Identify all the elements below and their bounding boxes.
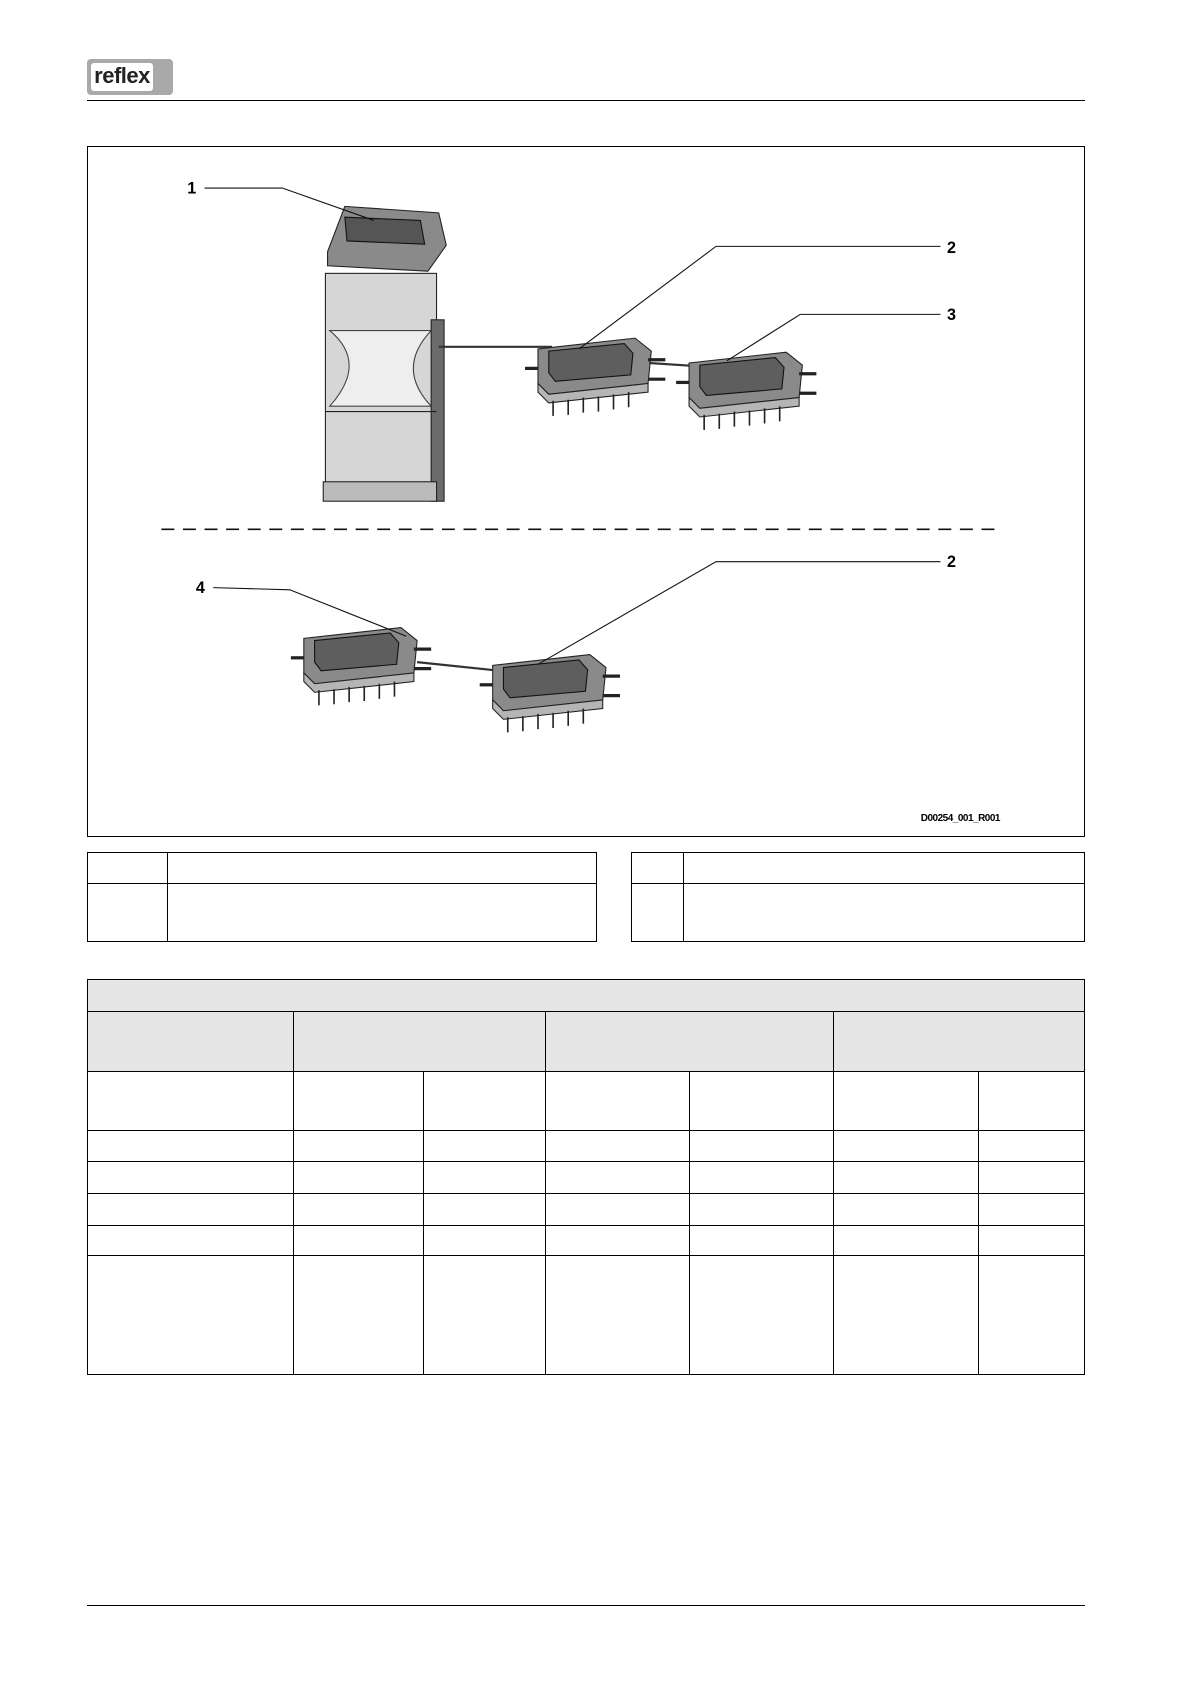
- system-diagram: [87, 146, 1085, 837]
- legend-cell: [88, 884, 168, 942]
- table-row: [88, 1131, 1085, 1162]
- callout-3: 3: [946, 305, 956, 324]
- main-table: [87, 979, 1085, 1375]
- header-cell: [294, 1012, 546, 1072]
- callout-2-lower: 2: [946, 553, 956, 572]
- header-divider: [87, 100, 1085, 101]
- header-cell: [834, 1012, 1085, 1072]
- callout-1: 1: [187, 179, 197, 198]
- legend-cell: [684, 884, 1085, 942]
- callout-4: 4: [195, 579, 205, 598]
- legend-table-right: [631, 852, 1085, 942]
- table-row: [88, 1194, 1085, 1226]
- logo-text: reflex: [91, 63, 153, 91]
- callout-2: 2: [946, 238, 956, 257]
- figure-id: D00254_001_R001: [920, 813, 1000, 824]
- legend-cell: [632, 884, 684, 942]
- reflex-logo: [87, 59, 173, 95]
- table-row: [88, 1162, 1085, 1194]
- controller-cabinet: [323, 206, 446, 501]
- table-row: [88, 1072, 1085, 1131]
- diagram-drawing: [88, 147, 1084, 836]
- table-title: [88, 980, 1085, 1012]
- table-row: [88, 1256, 1085, 1375]
- legend-cell: [168, 853, 597, 884]
- legend-table-left: [87, 852, 597, 942]
- header-cell: [88, 1012, 294, 1072]
- legend-cell: [632, 853, 684, 884]
- legend-cell: [88, 853, 168, 884]
- legend-cell: [168, 884, 597, 942]
- legend-cell: [684, 853, 1085, 884]
- table-row: [88, 1226, 1085, 1256]
- header-cell: [546, 1012, 834, 1072]
- table-header-row: [88, 1012, 1085, 1072]
- footer-divider: [87, 1605, 1085, 1606]
